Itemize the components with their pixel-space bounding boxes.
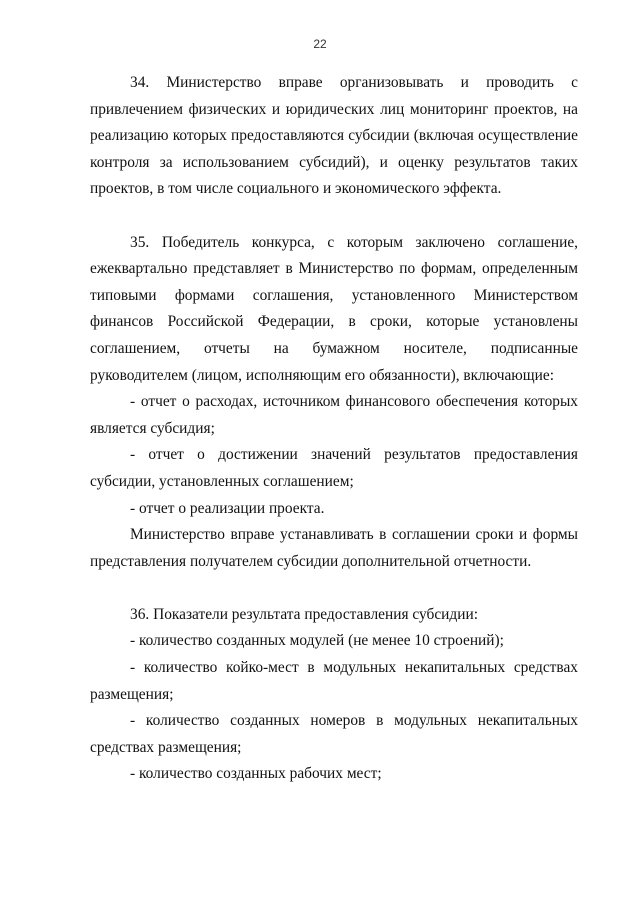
paragraph: 36. Показатели результата предоставления субсидии: — [130, 605, 478, 623]
section-gap — [90, 575, 578, 602]
section-35 — [90, 230, 578, 576]
document-body — [90, 70, 578, 788]
paragraph: 34. Министерство вправе организовывать и проводить с привлечением физических и юридических лиц мониторинг проектов, на реализацию которых предоставляются субсидии (включая осуществление контроля за использованием субсидий), и оценку результатов таких проектов, в том числе социального и экономического эффекта. — [90, 74, 578, 198]
list-item: - количество созданных рабочих мест; — [130, 765, 382, 783]
paragraph: Министерство вправе устанавливать в соглашении сроки и формы представления получателем субсидии дополнительной отчетности. — [90, 526, 578, 570]
section-gap — [90, 203, 578, 230]
paragraph: 35. Победитель конкурса, с которым заключено соглашение, ежеквартально представляет в Министерство по формам, определенным типовыми формами соглашения, установленного Министерством финансов Российской Федерации, в сроки, которые установлены соглашением, отчеты на бумажном носителе, подписанные руководителем (лицом, исполняющим его обязанности), включающие: — [90, 233, 578, 384]
section-34 — [90, 70, 578, 203]
list-item: - отчет о реализации проекта. — [130, 499, 325, 517]
list-item: - количество койко-мест в модульных некапитальных средствах размещения; — [90, 659, 578, 703]
list-item: - отчет о достижении значений результатов предоставления субсидии, установленных соглашением; — [90, 446, 578, 490]
list-item: - количество созданных номеров в модульных некапитальных средствах размещения; — [90, 712, 578, 756]
page-number: 22 — [313, 37, 327, 51]
section-36 — [90, 602, 578, 788]
list-item: - отчет о расходах, источником финансового обеспечения которых является субсидия; — [90, 393, 578, 437]
list-item: - количество созданных модулей (не менее 10 строений); — [130, 632, 504, 650]
